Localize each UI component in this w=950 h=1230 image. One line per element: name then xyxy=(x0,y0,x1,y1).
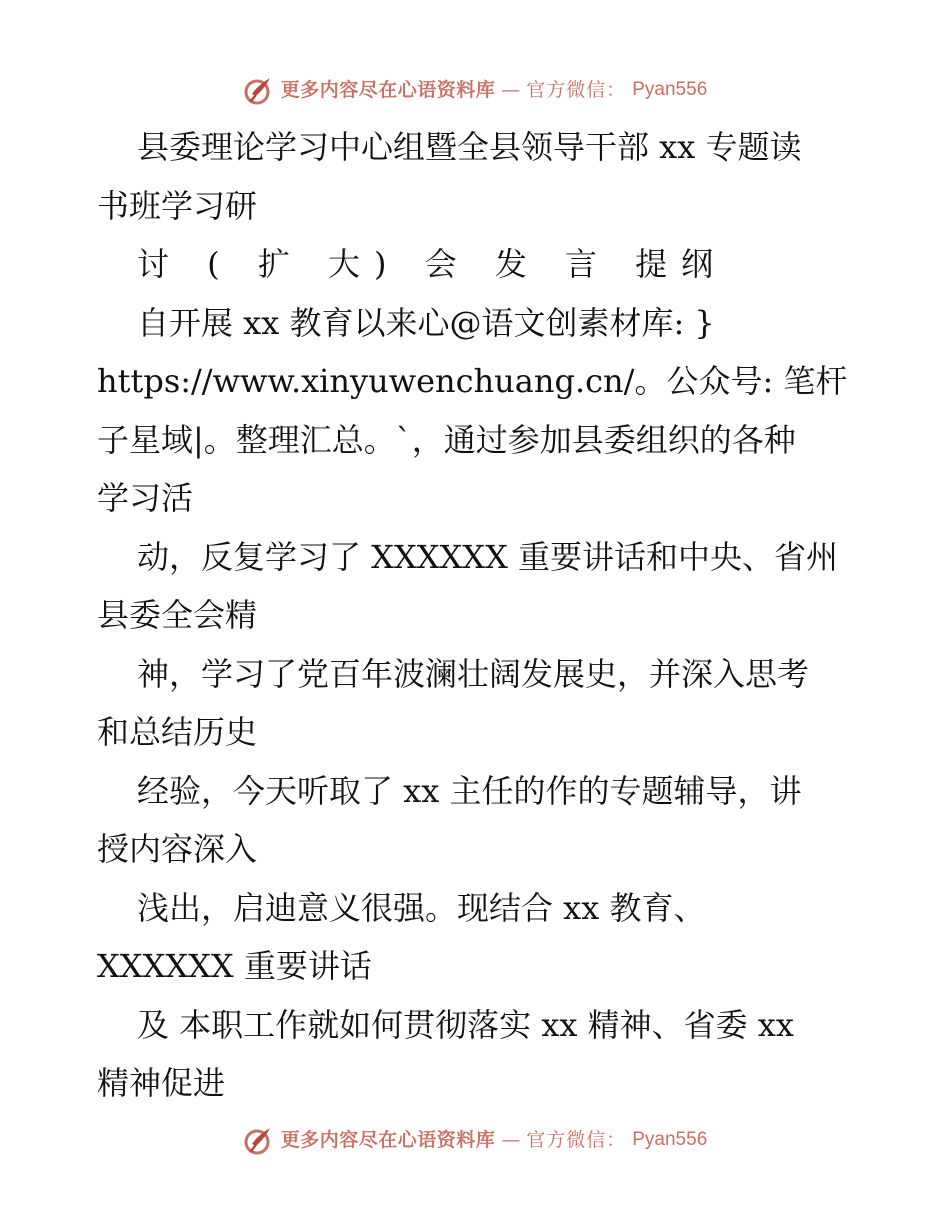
doc-line-11: 和总结历史 xyxy=(97,713,258,751)
doc-line-1: 县委理论学习中心组暨全县领导干部 xx 专题读 xyxy=(137,128,802,166)
doc-line-7: 学习活 xyxy=(97,479,194,517)
doc-line-6: 子星域|。整理汇总。`，通过参加县委组织的各种 xyxy=(97,420,796,459)
document-body xyxy=(97,118,857,1113)
header-banner-label: 官方微信： xyxy=(526,79,627,101)
doc-line-9: 县委全会精 xyxy=(97,596,258,634)
footer-banner-content xyxy=(243,1124,708,1156)
header-banner-dash: — xyxy=(501,79,521,101)
doc-line-17: 精神促进 xyxy=(97,1064,226,1102)
doc-line-14: 浅出，启迪意义很强。现结合 xx 教育、 xyxy=(137,888,706,927)
doc-line-8: 动，反复学习了 XXXXXX 重要讲话和中央、省州 xyxy=(137,537,839,576)
footer-banner-dash: — xyxy=(501,1129,521,1151)
doc-line-3: 讨 ( 扩 大) 会 发 言 提纲 xyxy=(137,245,728,283)
doc-line-16: 及 本职工作就如何贯彻落实 xx 精神、省委 xx xyxy=(137,1005,794,1044)
header-banner-text: 更多内容尽在心语资料库 xyxy=(280,79,496,101)
doc-line-5: https://www.xinyuwenchuang.cn/。公众号: 笔杆 xyxy=(97,362,848,400)
footer-banner-text: 更多内容尽在心语资料库 xyxy=(280,1129,496,1151)
footer-banner xyxy=(0,1120,950,1160)
doc-line-2: 书班学习研 xyxy=(97,186,258,225)
header-banner-content xyxy=(243,74,708,106)
header-banner xyxy=(0,70,950,110)
doc-line-12: 经验，今天听取了 xx 主任的作的专题辅导，讲 xyxy=(137,771,802,810)
doc-line-13: 授内容深入 xyxy=(97,830,258,868)
header-banner-wechat-id: Pyan556 xyxy=(632,79,708,100)
doc-line-15: XXXXXX 重要讲话 xyxy=(97,947,372,985)
doc-line-10: 神，学习了党百年波澜壮阔发展史，并深入思考 xyxy=(137,654,810,693)
footer-banner-label: 官方微信： xyxy=(526,1129,627,1151)
quill-pen-logo-icon xyxy=(243,1124,275,1156)
footer-banner-wechat-id: Pyan556 xyxy=(632,1129,708,1150)
quill-pen-logo-icon xyxy=(243,74,275,106)
doc-line-4: 自开展 xx 教育以来心@语文创素材库: } xyxy=(137,303,715,342)
